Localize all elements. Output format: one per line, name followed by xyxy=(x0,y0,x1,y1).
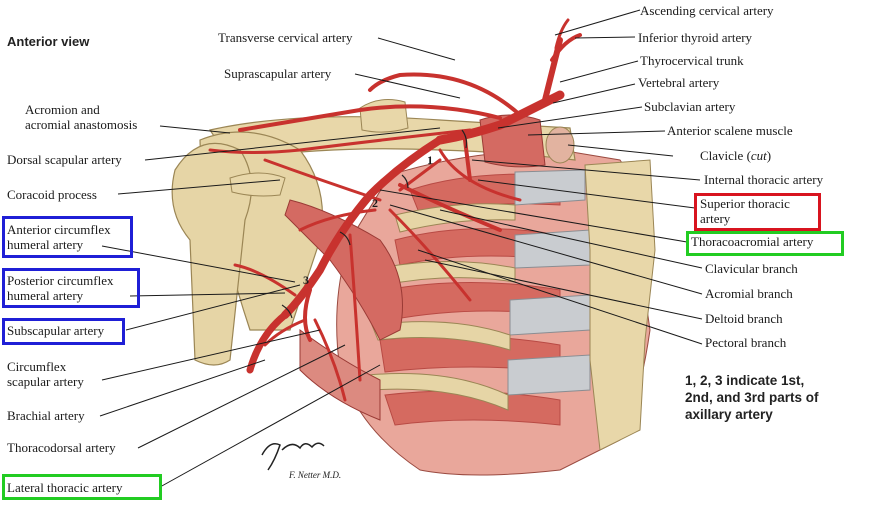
label-coracoid: Coracoid process xyxy=(7,187,97,202)
label-post-circumflex: Posterior circumflex humeral artery xyxy=(7,273,114,303)
label-anterior-scalene: Anterior scalene muscle xyxy=(667,123,793,138)
label-thoracoacromial: Thoracoacromial artery xyxy=(691,234,814,249)
label-circumflex-scapular: Circumflex scapular artery xyxy=(7,359,84,389)
highlight-green-lateral-thoracic xyxy=(2,474,162,500)
coracoid-process xyxy=(230,173,285,196)
label-lateral-thoracic: Lateral thoracic artery xyxy=(7,480,123,495)
highlight-red-superior-thoracic xyxy=(694,193,821,231)
part-number-3: 3 xyxy=(303,273,309,287)
label-ant-circumflex: Anterior circumflex humeral artery xyxy=(7,222,111,252)
axillary-parts-note: 1, 2, 3 indicate 1st, 2nd, and 3rd parts of axillary artery xyxy=(685,373,819,422)
label-deltoid-branch: Deltoid branch xyxy=(705,311,783,326)
view-title: Anterior view xyxy=(7,34,90,49)
highlight-blue-subscapular xyxy=(2,318,125,345)
clavicle-text: Clavicle ( xyxy=(700,148,751,163)
label-acromial-branch: Acromial branch xyxy=(705,286,793,301)
sternum xyxy=(585,160,655,450)
label-vertebral: Vertebral artery xyxy=(638,75,720,90)
clavicle-cut-text: cut xyxy=(750,148,767,163)
label-pectoral-branch: Pectoral branch xyxy=(705,335,787,350)
clavicle-close-paren: ) xyxy=(766,148,772,163)
label-subscapular: Subscapular artery xyxy=(7,323,105,338)
label-ascending-cervical: Ascending cervical artery xyxy=(640,3,774,18)
label-clavicular-branch: Clavicular branch xyxy=(705,261,798,276)
signature-text: F. Netter M.D. xyxy=(289,470,342,480)
label-acromion: Acromion and acromial anastomosis xyxy=(25,102,138,132)
highlight-blue-post-circumflex xyxy=(2,268,140,308)
label-clavicle xyxy=(700,148,771,163)
label-inferior-thyroid: Inferior thyroid artery xyxy=(638,30,753,45)
label-thyrocervical: Thyrocervical trunk xyxy=(640,53,744,68)
label-brachial: Brachial artery xyxy=(7,408,85,423)
part-number-2: 2 xyxy=(372,196,378,210)
part-number-1: 1 xyxy=(427,153,433,167)
netter-signature xyxy=(262,443,324,470)
label-dorsal-scapular: Dorsal scapular artery xyxy=(7,152,122,167)
label-internal-thoracic: Internal thoracic artery xyxy=(704,172,824,187)
acromion xyxy=(360,100,408,133)
label-transverse-cervical: Transverse cervical artery xyxy=(218,30,353,45)
label-subclavian: Subclavian artery xyxy=(644,99,736,114)
label-suprascapular: Suprascapular artery xyxy=(224,66,332,81)
label-thoracodorsal: Thoracodorsal artery xyxy=(7,440,116,455)
label-superior-thoracic: Superior thoracic artery xyxy=(700,196,790,226)
highlight-blue-ant-circumflex xyxy=(2,216,133,258)
highlight-green-thoracoacromial xyxy=(686,231,844,256)
